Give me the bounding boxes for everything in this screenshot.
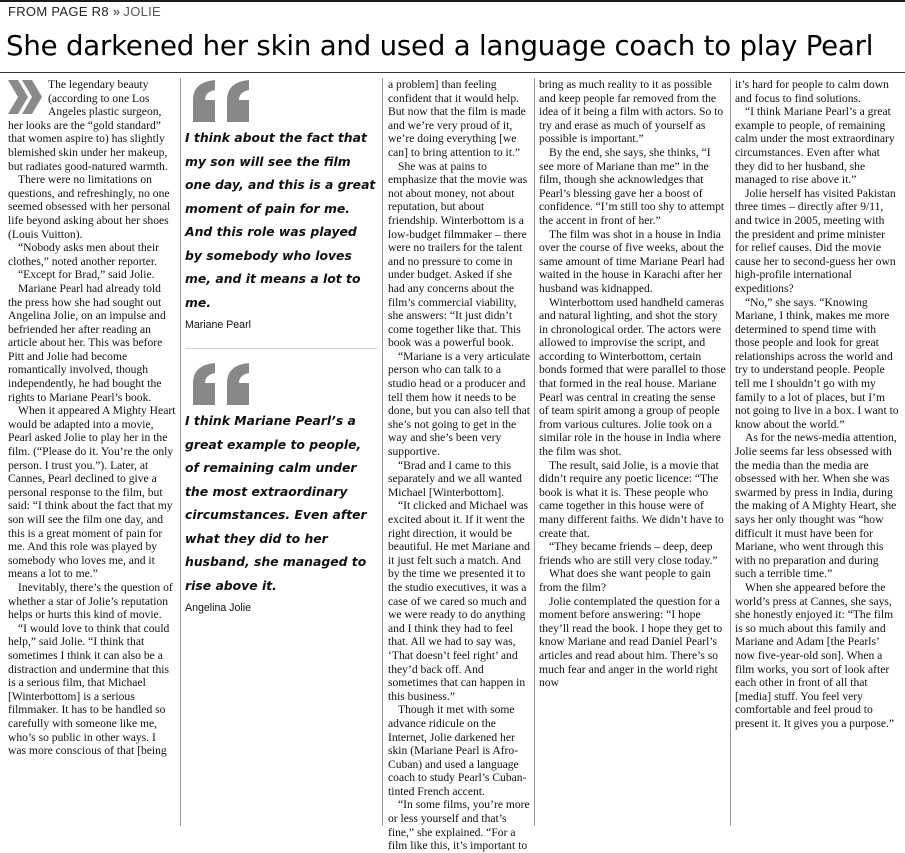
article-paragraph: “I would love to think that could help,” said Jolie. “I think that sometimes I think it can also be a distraction and undermine that this is a serious film, that Michael [Winterbottom] is a serious filmmaker. It has to be handled so carefully with someone like me, who’s so public in other ways. I was more conscious of that [being [8,621,170,758]
article-paragraph: “It clicked and Michael was excited about it. If it went the right direction, it would be beautiful. He met Mariane and it just felt such a match. And by the time we presented it to the studio executives, it was a case of we cared so much and we were ready to do anything and I think they had to feel that. All we had to say was, ‘That doesn’t feel right’ and they’d back off. And sometimes that can happen in this business.” [388,499,530,703]
article-paragraph: “Brad and I came to this separately and we all wanted Michael [Winterbottom]. [388,458,522,499]
top-rule [0,0,905,2]
article-column-4 [539,78,726,828]
article-paragraph: Jolie herself has visited Pakistan three times – directly after 9/11, and twice in 2005, meeting with the president and prime minister for relief causes. Did the movie cause her to second-guess her own high-profile international expeditions? [735,186,896,295]
article-paragraph: a problem] than feeling confident that it would help. But now that the film is made and we’re very proud of it, we’re doing everything [we can] to bring attention to it.” [388,78,526,159]
article-paragraph: it’s hard for people to calm down and focus to find solutions. [735,78,889,105]
double-chevron-icon [8,80,44,114]
column-3-text [388,78,530,853]
continued-from-label: FROM PAGE R8 [8,4,109,19]
column-divider [180,78,181,826]
headline-rule [0,72,905,73]
article-paragraph: The legendary beauty (according to one Los Angeles plastic surgeon, her looks are the “gold standard” that women aspire to) has slightly blemished skin under her makeup, but radiates good-natured warmth. [8,78,168,173]
pull-quote-column [185,78,377,828]
article-paragraph: bring as much reality to it as possible and keep people far removed from the idea of it being a film with actors. So to try and erase as much of yourself as possible is important.” [539,78,724,146]
pull-quote [185,80,377,332]
article-column-3 [388,78,530,853]
quote-divider [185,348,377,349]
column-1-text [8,78,176,758]
article-paragraph: When it appeared A Mighty Heart would be adapted into a movie, Pearl asked Jolie to play her in the film. (“Please do it. You’re the only person. I trust you.”). Later, at Cannes, Pearl declined to give a personal response to the film, but said: “I think about the fact that my son will see the film one day, and this is a great moment of pain for me. And this role was played by somebody who loves me, and it means a lot to me.” [8,404,176,581]
article-paragraph: The film was shot in a house in India over the course of five weeks, about the same amount of time Mariane Pearl had waited in the house in Karachi after her husband was kidnapped. [539,227,725,295]
article-paragraph: Inevitably, there’s the question of whether a star of Jolie’s reputation helps or hurts this kind of movie. [8,580,173,622]
column-divider [534,78,535,826]
article-column-1 [8,78,176,828]
article-paragraph: She was at pains to emphasize that the movie was not about money, not about reputation, but about friendship. Winterbottom is a low-budget filmmaker – there were no trailers for the talent and no pressure to come in under budget. Asked if she had any concerns about the film’s commercial viability, she answers: “It just didn’t come together like that. This book was a powerful book. [388,159,528,350]
headline: She darkened her skin and used a language coach to play Pearl [6,29,874,62]
column-4-text [539,78,726,690]
article-paragraph: “Nobody asks men about their clothes,” noted another reporter. [8,241,160,268]
article-paragraph: “In some films, you’re more or less yourself and that’s fine,” she explained. “For a film like this, it’s important to [388,798,530,853]
column-divider [382,78,383,826]
folio-separator: » [112,4,121,19]
article-paragraph: Winterbottom used handheld cameras and natural lighting, and shot the story in chronological order. The actors were allowed to improvise the script, and according to Winterbottom, certain bonds formed that were parallel to those that formed in the real house. Mariane Pearl was central in creating the sense of team spirit among a group of people from various cultures. Jolie took on a similar role in the house in India where the film was shot. [539,295,726,459]
column-5-text [735,78,900,731]
section-label: JOLIE [123,4,162,19]
quotation-mark-icon [191,80,257,122]
article-paragraph: “Mariane is a very articulate person who can talk to a studio head or a producer and tell them how it needs to be done, but you can also tell that she’s not going to get in the way and she’s been very supportive. [388,349,530,459]
pull-quote-text: I think Mariane Pearl’s a great example to people, of remaining calm under the most extraordinary circumstances. Even after what they did to her husband, she managed to rise above it. [185,413,367,593]
article-paragraph: By the end, she says, she thinks, “I see more of Mariane than me” in the film, though she acknowledges that Pearl’s blessing gave her a boost of confidence. “I’m still too shy to attempt the accent in front of her.” [539,145,725,227]
pull-quote-text: I think about the fact that my son will see the film one day, and this is a great moment of pain for me. And this role was played by somebody who loves me, and it means a lot to me. [185,130,376,310]
pull-quote-attribution: Angelina Jolie [185,602,251,614]
page-folio [8,4,161,22]
article-paragraph: “Except for Brad,” said Jolie. [18,268,155,282]
article-paragraph: “They became friends – deep, deep friends who are still very close today.” [539,540,718,567]
article-paragraph: Jolie contemplated the question for a moment before answering: “I hope they’ll read the book. I hope they get to know Mariane and read Daniel Pearl’s articles and read about him. There’s so much fear and anger in the world right now [539,594,723,690]
article-paragraph: Though it met with some advance ridicule on the Internet, Jolie darkened her skin (Mariane Pearl is Afro-Cuban) and used a language coach to study Pearl’s Cuban-tinted French accent. [388,703,527,798]
pull-quote-attribution: Mariane Pearl [185,319,251,331]
article-paragraph: There were no limitations on questions, and refreshingly, no one seemed obsessed with her personal life beyond asking about her shoes (Louis Vuitton). [8,173,171,241]
article-paragraph: What does she want people to gain from the film? [539,567,711,594]
quotation-mark-icon [191,363,257,405]
article-paragraph: “I think Mariane Pearl’s a great example to people, of remaining calm under the most extraordinary circumstances. Even after what they did to her husband, she managed to rise above it.” [735,105,895,187]
article-paragraph: The result, said Jolie, is a movie that didn’t require any poetic licence: “The book is what it is. These people who came together in this house were of many different faiths. We didn’t have to create that. [539,458,724,540]
article-paragraph: “No,” she says. “Knowing Mariane, I think, makes me more determined to spend time with those people and look for great relationships across the world and try to understand people. People tell me I shouldn’t go with my family to a lot of places, but I’m not going to live in a box. I want to know about the world.” [735,295,899,431]
article-paragraph: Mariane Pearl had already told the press how she had sought out Angelina Jolie, on an impulse and befriended her after reading an article about her. This was before Pitt and Jolie had become romantically involved, though independently, he had bought the rights to Mariane Pearl’s book. [8,281,166,404]
article-paragraph: As for the news-media attention, Jolie seems far less obsessed with the media than the media are obsessed with her. When she was swarmed by press in India, during the making of A Mighty Heart, she says her only thought was “how difficult it must have been for Mariane, who went through this with no preparation and during such a terrible time.” [735,431,897,581]
article-paragraph: When she appeared before the world’s press at Cannes, she says, she honestly enjoyed it: “The film is so much about this family and Mariane and Adam [the Pearls’ now five-year-old son]. When a film works, you sort of look after each other in front of all that [media] stuff. You feel very comfortable and feel proud to present it. It gives you a purpose.” [735,580,895,730]
pull-quote [185,363,377,615]
column-divider [730,78,731,826]
article-column-5 [735,78,900,828]
